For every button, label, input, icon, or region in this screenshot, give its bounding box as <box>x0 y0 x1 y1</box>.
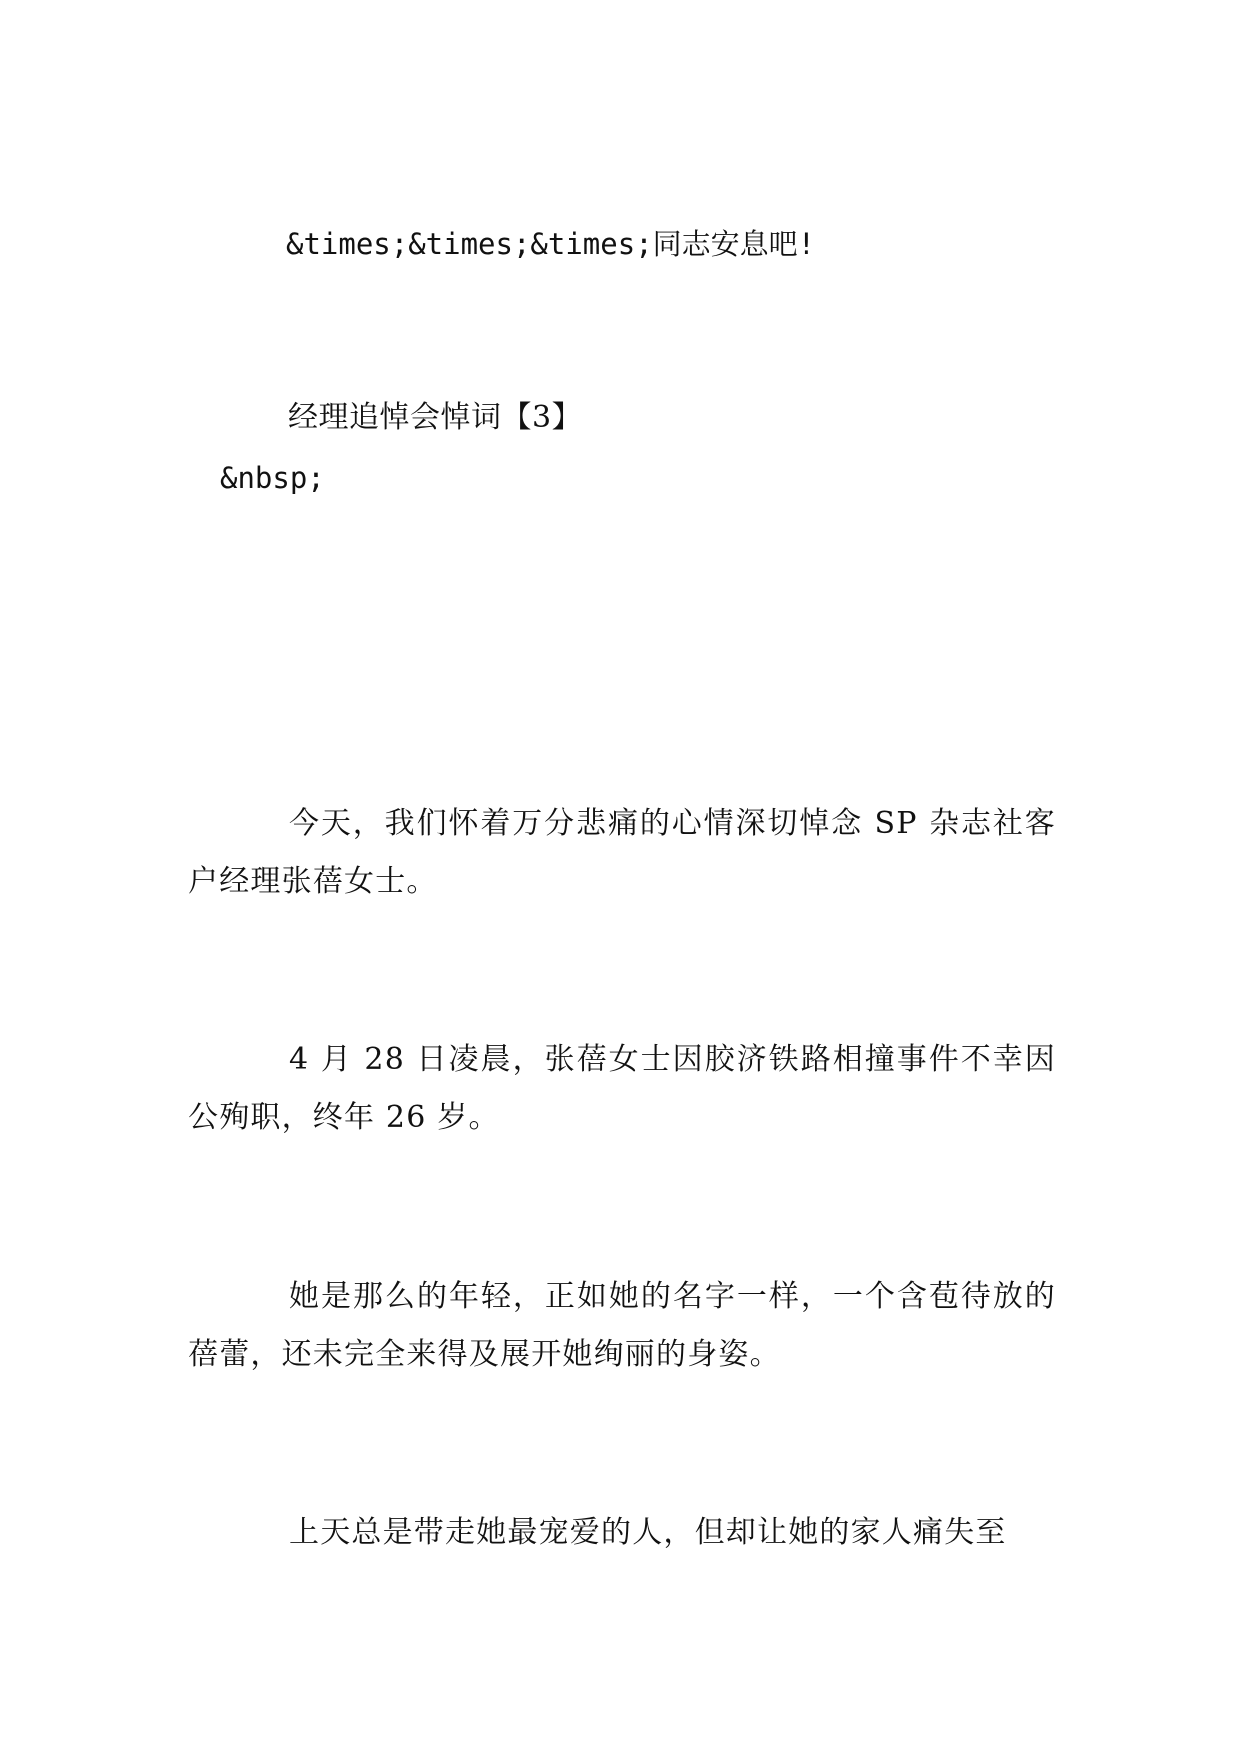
nbsp-artifact: &nbsp; <box>220 461 325 495</box>
paragraph-1: 今天，我们怀着万分悲痛的心情深切悼念 SP 杂志社客户经理张蓓女士。 <box>188 806 1056 899</box>
paragraph-4: 上天总是带走她最宠爱的人，但却让她的家人痛失至 <box>289 1515 1007 1550</box>
section-heading: 经理追悼会悼词【3】 <box>288 400 583 435</box>
paragraph-2: 4 月 28 日凌晨，张蓓女士因胶济铁路相撞事件不幸因公殉职，终年 26 岁。 <box>188 1042 1056 1135</box>
closing-line: &times;&times;&times;同志安息吧! <box>286 227 816 261</box>
paragraph-3: 她是那么的年轻，正如她的名字一样，一个含苞待放的蓓蕾，还未完全来得及展开她绚丽的身姿。 <box>188 1279 1056 1372</box>
